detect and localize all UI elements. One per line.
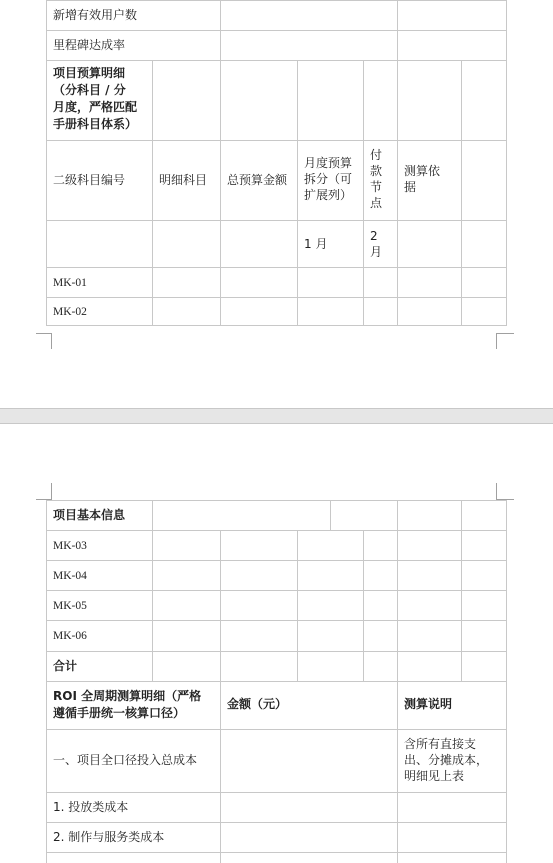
table-border <box>297 60 298 326</box>
margin-mark <box>51 333 52 349</box>
table-border <box>152 140 153 326</box>
subject-code: MK-02 <box>53 306 87 318</box>
table-border <box>220 60 221 326</box>
table-border <box>46 530 506 531</box>
table-border <box>506 500 507 863</box>
section-title: 项目预算明细 <box>53 66 126 80</box>
roi-row-label: 1. 投放类成本 <box>53 800 129 814</box>
column-header-code: 二级科目编号 <box>53 173 126 187</box>
margin-mark <box>496 333 497 349</box>
section-title: 项目基本信息 <box>53 508 126 522</box>
table-border <box>46 30 506 31</box>
subject-code: MK-05 <box>53 600 87 612</box>
margin-mark <box>496 483 497 499</box>
row-label: 里程碑达成率 <box>53 38 126 52</box>
roi-title: 遵循手册统一核算口径） <box>53 706 186 720</box>
table-border <box>297 530 298 681</box>
row-label: 新增有效用户数 <box>53 8 138 22</box>
table-border <box>46 590 506 591</box>
roi-row-note: 出、分摊成本， <box>404 753 489 767</box>
document-page-1 <box>0 0 553 408</box>
table-border <box>46 651 506 652</box>
table-border <box>46 297 506 298</box>
table-border <box>220 0 221 60</box>
column-header-monthly: 拆分（可 <box>304 172 353 186</box>
table-border <box>46 60 506 61</box>
column-header-monthly: 月度预算 <box>304 156 353 170</box>
column-header-payment: 节 <box>370 180 383 194</box>
subject-code: MK-01 <box>53 277 87 289</box>
roi-row-label: 一、项目全口径投入总成本 <box>53 753 198 767</box>
month-label: 1 月 <box>304 237 328 251</box>
month-label: 月 <box>370 245 383 259</box>
table-border <box>506 0 507 326</box>
table-border <box>461 60 462 326</box>
table-border <box>46 500 47 863</box>
table-border <box>46 560 506 561</box>
section-title: 月度，严格匹配 <box>53 100 138 114</box>
amount-header: 金额（元） <box>227 697 288 711</box>
table-border <box>46 852 506 853</box>
roi-row-note: 含所有直接支 <box>404 737 477 751</box>
month-label: 2 <box>370 229 378 243</box>
margin-mark <box>36 333 52 334</box>
roi-title: ROI 全周期测算明细（严格 <box>53 689 202 703</box>
table-border <box>461 500 462 530</box>
column-header-payment: 点 <box>370 196 383 210</box>
table-border <box>46 822 506 823</box>
table-border <box>46 792 506 793</box>
table-border <box>46 500 506 501</box>
table-border <box>397 681 398 863</box>
table-border <box>46 0 506 1</box>
table-border <box>461 530 462 681</box>
section-title: （分科目 / 分 <box>53 83 126 97</box>
roi-row-label: 2. 制作与服务类成本 <box>53 830 165 844</box>
table-border <box>397 0 398 60</box>
table-border <box>220 681 221 863</box>
table-border <box>46 267 506 268</box>
margin-mark <box>51 483 52 499</box>
table-border <box>152 60 153 140</box>
table-border <box>152 530 153 681</box>
table-border <box>363 60 364 326</box>
column-header-payment: 付 <box>370 148 383 162</box>
section-title: 手册科目体系） <box>53 117 138 131</box>
subject-code: MK-03 <box>53 540 87 552</box>
column-header-basis: 测算依 <box>404 164 441 178</box>
column-header-monthly: 扩展列） <box>304 188 353 202</box>
column-header-basis: 据 <box>404 180 417 194</box>
roi-row-note: 明细见上表 <box>404 769 465 783</box>
column-header-total: 总预算金额 <box>227 173 288 187</box>
table-border <box>330 500 331 530</box>
table-border <box>46 325 506 326</box>
table-border <box>363 530 364 681</box>
margin-mark <box>496 333 514 334</box>
table-border <box>46 140 506 141</box>
note-header: 测算说明 <box>404 697 453 711</box>
column-header-detail: 明细科目 <box>159 173 208 187</box>
table-border <box>46 0 47 326</box>
page-separator <box>0 408 553 424</box>
table-border <box>397 530 398 681</box>
total-label: 合计 <box>53 659 78 673</box>
table-border <box>46 729 506 730</box>
table-border <box>46 681 506 682</box>
subject-code: MK-04 <box>53 570 87 582</box>
table-border <box>397 60 398 326</box>
subject-code: MK-06 <box>53 630 87 642</box>
column-header-payment: 款 <box>370 164 383 178</box>
table-border <box>220 530 221 681</box>
table-border <box>397 500 398 530</box>
document-page-2 <box>0 424 553 863</box>
table-border <box>152 500 153 530</box>
table-border <box>46 220 506 221</box>
table-border <box>46 620 506 621</box>
